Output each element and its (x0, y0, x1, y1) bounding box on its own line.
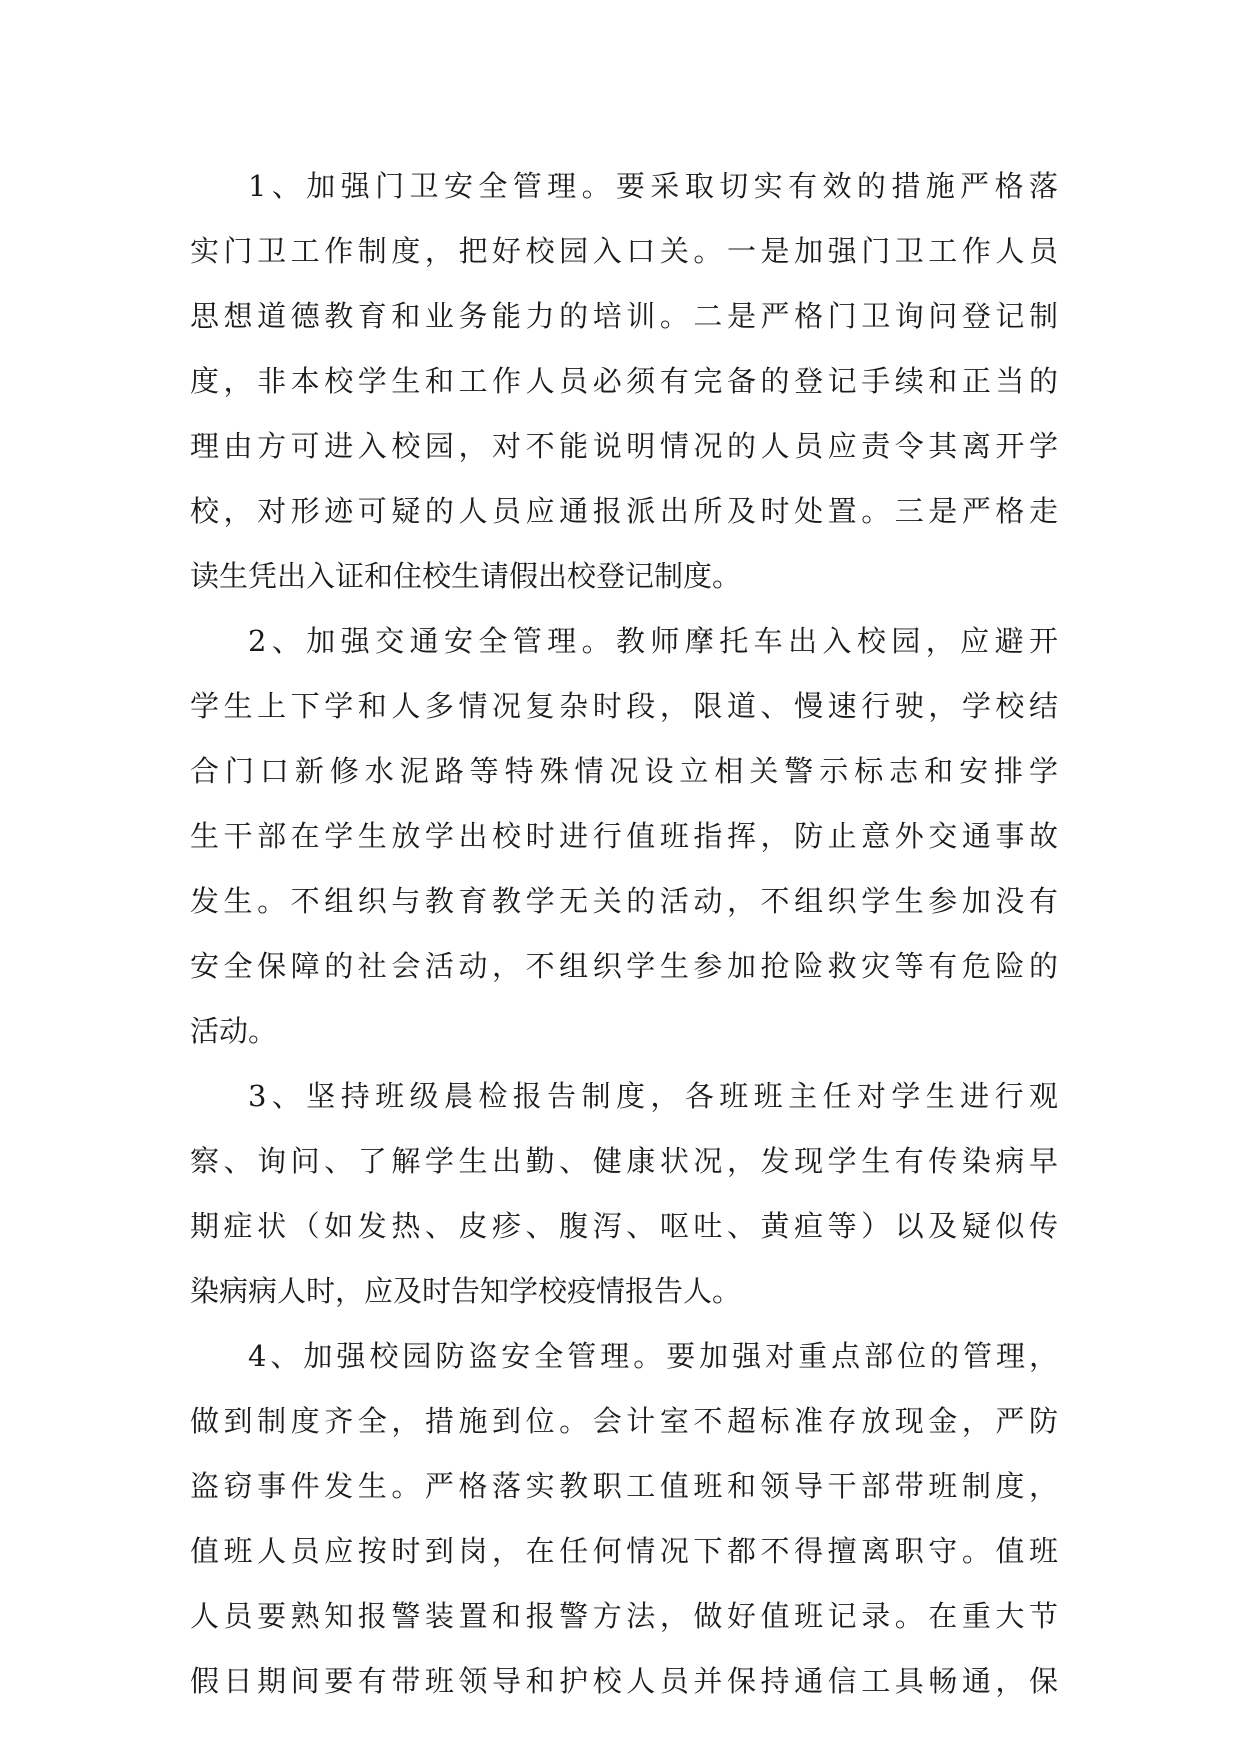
text-line: 人员要熟知报警装置和报警方法，做好值班记录。在重大节 (190, 1599, 1058, 1633)
text-line: 假日期间要有带班领导和护校人员并保持通信工具畅通，保 (190, 1664, 1058, 1698)
text-line: 盗窃事件发生。严格落实教职工值班和领导干部带班制度， (190, 1469, 1058, 1503)
text-line: 度，非本校学生和工作人员必须有完备的登记手续和正当的 (190, 364, 1058, 398)
paragraph-morning-check (190, 1064, 1058, 1324)
text-line: 理由方可进入校园，对不能说明情况的人员应责令其离开学 (190, 429, 1058, 463)
text-line: 学生上下学和人多情况复杂时段，限道、慢速行驶，学校结 (190, 689, 1058, 723)
text-line: 合门口新修水泥路等特殊情况设立相关警示标志和安排学 (190, 754, 1058, 788)
text-line: 生干部在学生放学出校时进行值班指挥，防止意外交通事故 (190, 819, 1058, 853)
text-line: 活动。 (190, 1014, 278, 1048)
text-line: 期症状（如发热、皮疹、腹泻、呕吐、黄疸等）以及疑似传 (190, 1209, 1058, 1243)
text-line: 1、加强门卫安全管理。要采取切实有效的措施严格落 (248, 169, 1058, 203)
paragraph-anti-theft (190, 1324, 1058, 1714)
text-line: 思想道德教育和业务能力的培训。二是严格门卫询问登记制 (190, 299, 1058, 333)
text-line: 实门卫工作制度，把好校园入口关。一是加强门卫工作人员 (190, 234, 1058, 268)
text-line: 4、加强校园防盗安全管理。要加强对重点部位的管理， (248, 1339, 1058, 1373)
text-line: 3、坚持班级晨检报告制度，各班班主任对学生进行观 (248, 1079, 1058, 1113)
text-line: 发生。不组织与教育教学无关的活动，不组织学生参加没有 (190, 884, 1058, 918)
text-line: 安全保障的社会活动，不组织学生参加抢险救灾等有危险的 (190, 949, 1058, 983)
text-line: 2、加强交通安全管理。教师摩托车出入校园，应避开 (248, 624, 1058, 658)
paragraph-traffic-safety (190, 609, 1058, 1064)
text-line: 值班人员应按时到岗，在任何情况下都不得擅离职守。值班 (190, 1534, 1058, 1568)
text-line: 读生凭出入证和住校生请假出校登记制度。 (190, 559, 742, 593)
paragraph-gate-security (190, 154, 1058, 609)
text-line: 校，对形迹可疑的人员应通报派出所及时处置。三是严格走 (190, 494, 1058, 528)
document-body (190, 154, 1058, 1714)
text-line: 染病病人时，应及时告知学校疫情报告人。 (190, 1274, 742, 1308)
text-line: 做到制度齐全，措施到位。会计室不超标准存放现金，严防 (190, 1404, 1058, 1438)
text-line: 察、询问、了解学生出勤、健康状况，发现学生有传染病早 (190, 1144, 1058, 1178)
